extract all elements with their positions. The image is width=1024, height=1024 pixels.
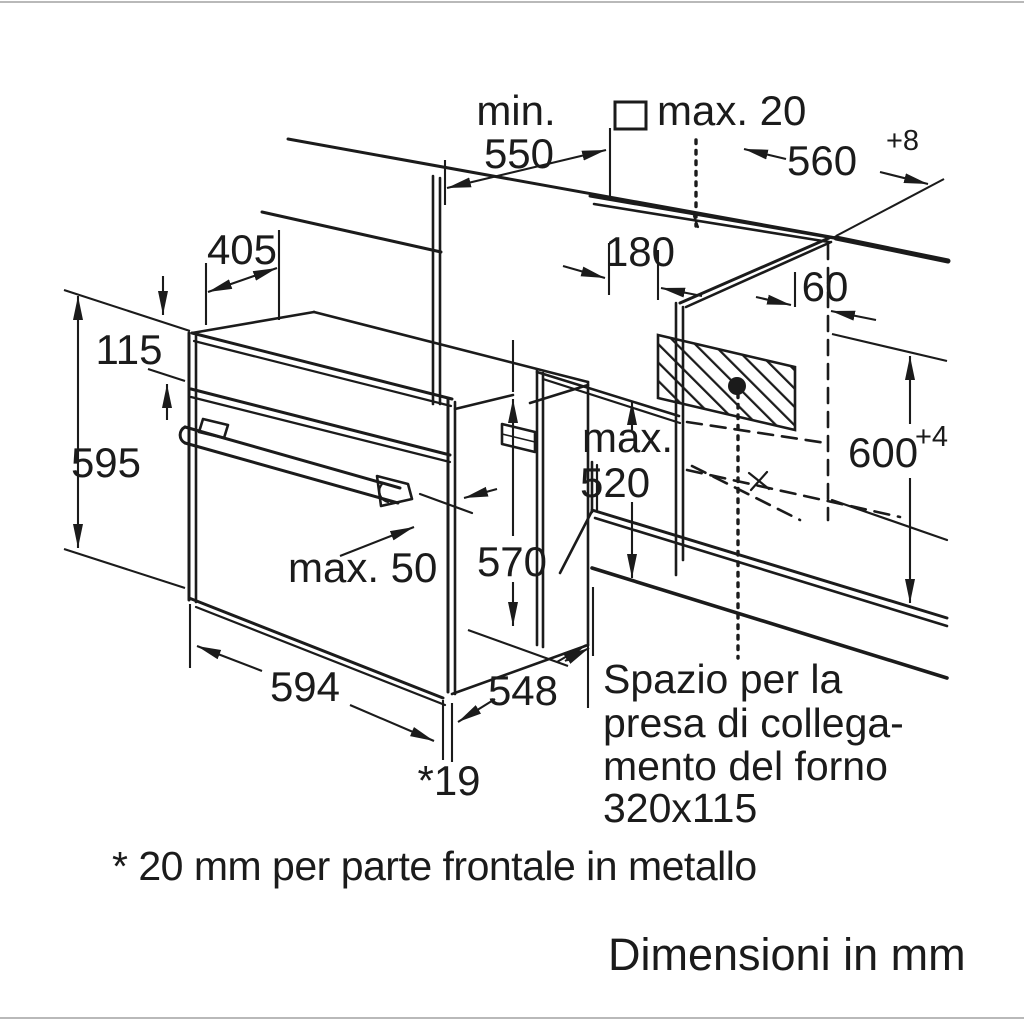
oven-body [180,312,588,705]
label-594: 594 [269,663,341,710]
label-405: 405 [206,226,278,273]
door-handle [180,419,472,513]
label-180: 180 [604,228,676,275]
label-570: 570 [476,538,548,585]
dimension-570 [468,340,568,666]
socket-position-dot [728,377,746,395]
label-560: 560 [787,137,858,184]
label-max520-line1: max. [582,414,674,461]
label-600: 600 [848,429,919,476]
label-max50: max. 50 [288,544,438,591]
label-min-prefix: min. [476,87,556,134]
label-595: 595 [70,439,142,486]
label-560-tolerance: +8 [886,125,920,157]
units-caption: Dimensioni in mm [608,929,966,980]
side-vent-slot [502,424,535,452]
socket-note-line1: Spazio per la [603,656,843,702]
socket-note-line4: 320x115 [603,785,758,831]
label-max20: max. 20 [657,87,807,134]
label-600-tolerance: +4 [915,421,949,453]
footnote: * 20 mm per parte frontale in metallo [112,843,757,889]
dimension-max20 [615,102,646,129]
square-symbol [615,102,646,129]
socket-note-line2: presa di collega- [603,700,904,746]
label-550: 550 [483,130,555,177]
label-60: 60 [801,263,849,310]
label-548: 548 [487,667,559,714]
socket-note-line3: mento del forno [603,743,888,789]
label-19: *19 [417,757,481,804]
label-max520-line2: 520 [580,459,651,506]
label-115: 115 [95,326,163,373]
